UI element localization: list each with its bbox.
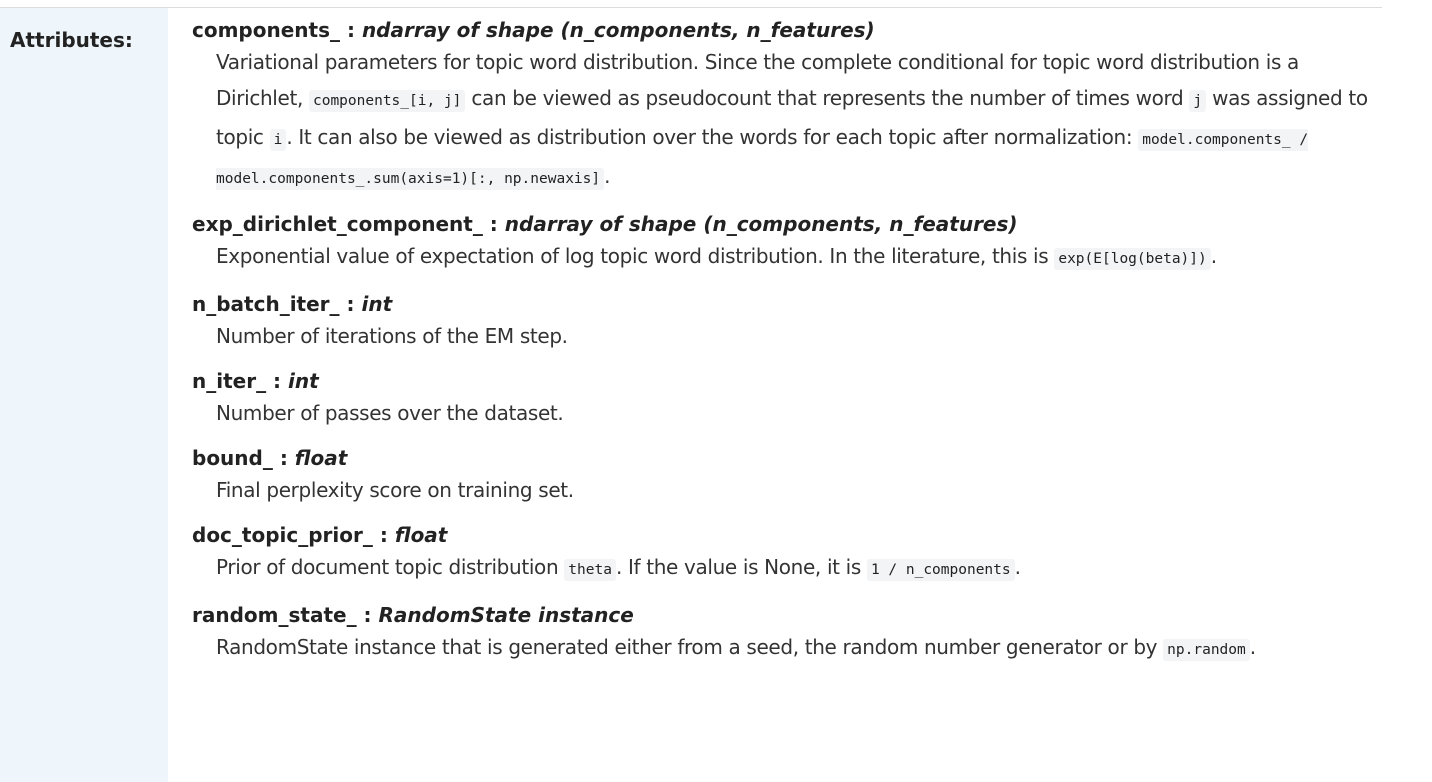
attribute-name: exp_dirichlet_component_ (192, 212, 483, 236)
attribute-name: doc_topic_prior_ (192, 523, 373, 547)
attribute-separator: : (340, 18, 362, 42)
inline-code: model.components_ / model.components_.sum(axis=1)[:, np.newaxis] (216, 129, 1308, 190)
attribute-description (216, 44, 1376, 197)
attribute-entry (192, 290, 1392, 354)
attribute-description (216, 318, 1376, 354)
attribute-type: float (294, 446, 348, 470)
attribute-description (216, 629, 1376, 668)
description-text: . (1249, 635, 1256, 659)
attribute-separator: : (372, 523, 395, 547)
attribute-separator: : (272, 446, 295, 470)
description-text: Number of iterations of the EM step. (216, 324, 568, 348)
attribute-type: RandomState instance (378, 603, 634, 627)
inline-code: exp(E[log(beta)]) (1054, 248, 1210, 270)
attribute-header (192, 521, 1392, 549)
attribute-separator: : (482, 212, 505, 236)
description-text: . (1210, 244, 1217, 268)
attribute-header (192, 367, 1392, 395)
attribute-description (216, 238, 1376, 277)
attribute-header (192, 16, 1392, 44)
attributes-label: Attributes: (10, 28, 133, 52)
attribute-name: components_ (192, 18, 340, 42)
attribute-separator: : (356, 603, 379, 627)
attribute-separator: : (339, 292, 362, 316)
field-list-label-column (0, 8, 168, 782)
top-divider (0, 7, 1382, 8)
attribute-header (192, 210, 1392, 238)
attribute-type: ndarray of shape (n_components, n_features) (504, 212, 1018, 236)
description-text: . (604, 164, 611, 188)
description-text: Number of passes over the dataset. (216, 401, 564, 425)
inline-code: theta (564, 559, 616, 581)
attribute-name: random_state_ (192, 603, 357, 627)
inline-code: j (1189, 90, 1206, 112)
attribute-name: n_iter_ (192, 369, 267, 393)
attribute-entry (192, 521, 1392, 588)
attribute-entry (192, 601, 1392, 668)
attribute-name: n_batch_iter_ (192, 292, 340, 316)
attribute-entry (192, 444, 1392, 508)
inline-code: np.random (1163, 639, 1250, 661)
description-text: RandomState instance that is generated either from a seed, the random number generator or by (216, 635, 1164, 659)
description-text: Exponential value of expectation of log topic word distribution. In the literature, this is (216, 244, 1055, 268)
inline-code: components_[i, j] (309, 90, 465, 112)
attribute-separator: : (266, 369, 289, 393)
attribute-type: float (394, 523, 448, 547)
attribute-name: bound_ (192, 446, 273, 470)
inline-code: 1 / n_components (867, 559, 1015, 581)
attribute-description (216, 549, 1376, 588)
attribute-description (216, 472, 1376, 508)
description-text: Prior of document topic distribution (216, 555, 565, 579)
description-text: . If the value is None, it is (615, 555, 867, 579)
attribute-entry (192, 16, 1392, 197)
attribute-description (216, 395, 1376, 431)
inline-code: i (270, 129, 287, 151)
description-text: was assigned to topic (216, 86, 1368, 149)
attribute-header (192, 444, 1392, 472)
attribute-type: int (361, 292, 393, 316)
attribute-header (192, 290, 1392, 318)
attribute-entry (192, 210, 1392, 277)
attribute-type: ndarray of shape (n_components, n_features) (361, 18, 875, 42)
attribute-entry (192, 367, 1392, 431)
description-text: can be viewed as pseudocount that represents the number of times word (465, 86, 1190, 110)
attribute-list (192, 16, 1392, 681)
description-text: Final perplexity score on training set. (216, 478, 574, 502)
attribute-header (192, 601, 1392, 629)
description-text: . It can also be viewed as distribution over the words for each topic after normalization: (286, 125, 1139, 149)
description-text: . (1014, 555, 1021, 579)
attribute-type: int (288, 369, 319, 393)
description-text: Variational parameters for topic word distribution. Since the complete conditional for topic word distribution is a Dirichlet, (216, 50, 1299, 110)
